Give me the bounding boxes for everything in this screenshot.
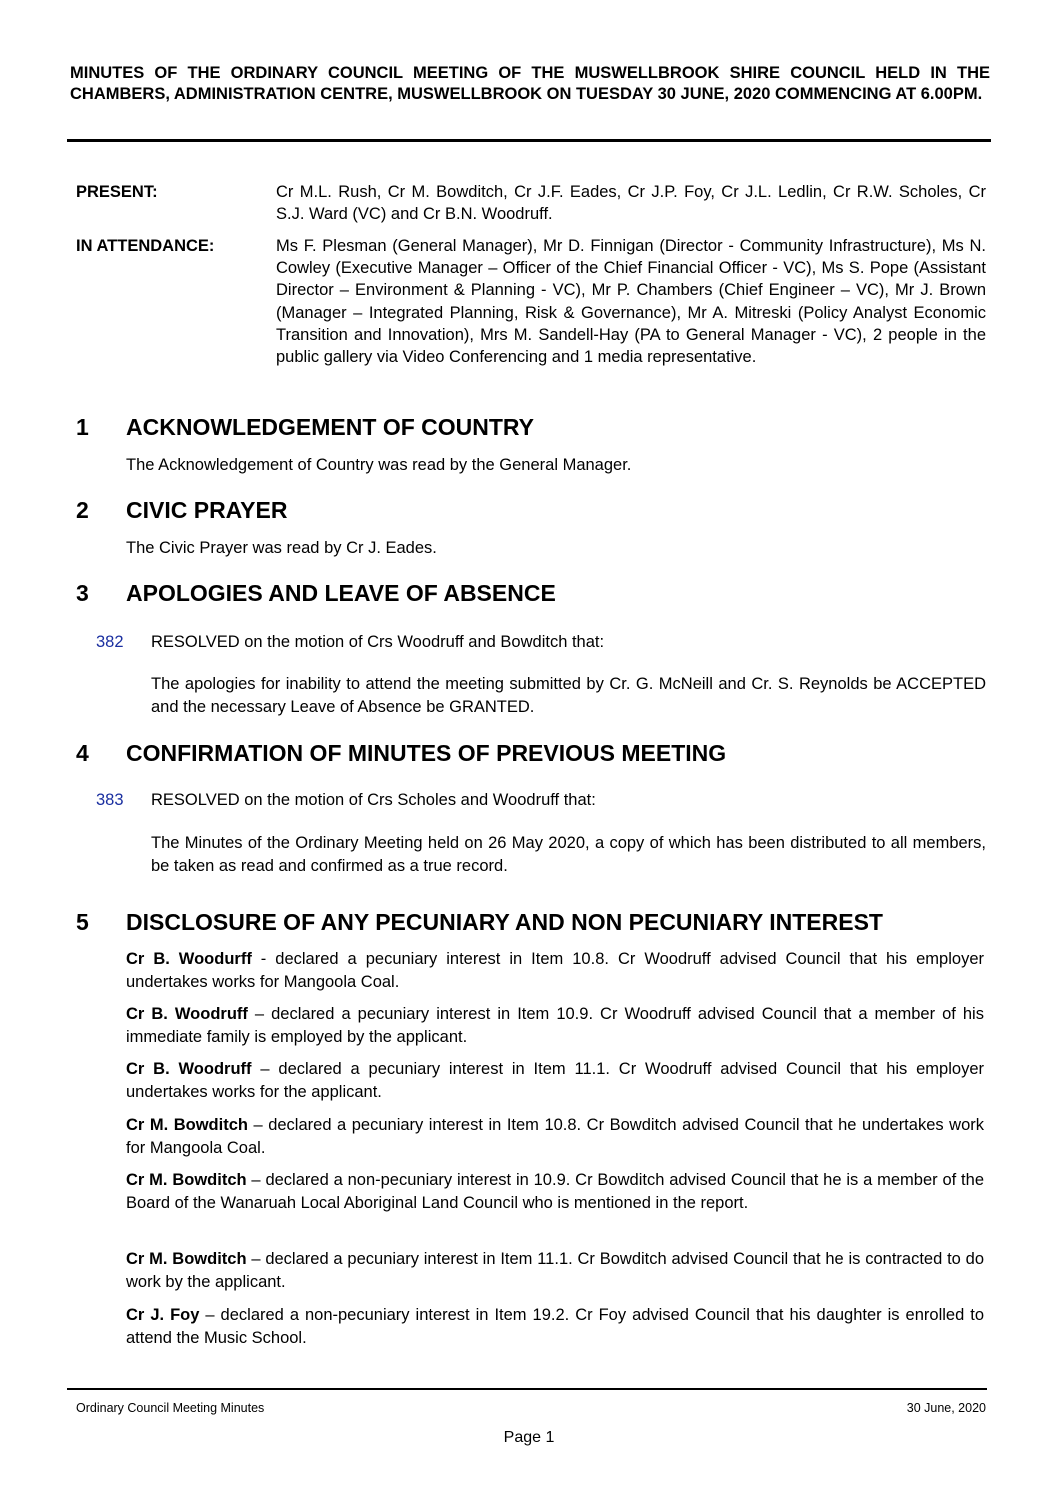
resolution-motion: RESOLVED on the motion of Crs Woodruff and Bowditch that: bbox=[151, 633, 605, 651]
disclosure-text: - declared a pecuniary interest in Item 10.8. Cr Woodruff advised Council that his employer undertakes works for Mangoola Coal. bbox=[126, 950, 984, 991]
section-number: 2 bbox=[76, 497, 89, 523]
section-number: 5 bbox=[76, 909, 89, 935]
disclosure-item bbox=[126, 1169, 984, 1214]
resolution-number: 382 bbox=[96, 633, 124, 651]
disclosure-item bbox=[126, 1058, 984, 1103]
present-label: PRESENT: bbox=[76, 183, 158, 201]
section-title: CIVIC PRAYER bbox=[126, 497, 288, 523]
disclosure-councillor: Cr B. Woodurff bbox=[126, 950, 252, 968]
in-attendance-text: Ms F. Plesman (General Manager), Mr D. Finnigan (Director - Community Infrastructure), Ms N. Cowley (Executive Manager – Officer of the Chief Financial Officer - VC), Ms S. Pope (Assistant Director – Environment & Planning - VC), Mr P. Chambers (Chief Engineer – VC), Mr J. Brown (Manager – Integrated Planning, Risk & Governance), Mr A. Mitreski (Policy Analyst Economic Transition and Innovation), Mrs M. Sandell-Hay (PA to General Manager - VC), 2 people in the public gallery via Video Conferencing and 1 media representative. bbox=[276, 237, 986, 367]
disclosure-text: – declared a non-pecuniary interest in Item 19.2. Cr Foy advised Council that his daughter is enrolled to attend the Music School. bbox=[126, 1306, 984, 1347]
resolution-motion: RESOLVED on the motion of Crs Scholes and Woodruff that: bbox=[151, 791, 596, 809]
disclosure-councillor: Cr M. Bowditch bbox=[126, 1171, 247, 1189]
resolution-body: The Minutes of the Ordinary Meeting held on 26 May 2020, a copy of which has been distributed to all members, be taken as read and confirmed as a true record. bbox=[151, 834, 986, 875]
disclosure-councillor: Cr B. Woodruff bbox=[126, 1060, 252, 1078]
disclosure-text: – declared a pecuniary interest in Item 10.9. Cr Woodruff advised Council that a member of his immediate family is employed by the applicant. bbox=[126, 1005, 984, 1046]
present-text: Cr M.L. Rush, Cr M. Bowditch, Cr J.F. Eades, Cr J.P. Foy, Cr J.L. Ledlin, Cr R.W. Scholes, Cr S.J. Ward (VC) and Cr B.N. Woodruff. bbox=[276, 183, 986, 224]
disclosure-item bbox=[126, 1304, 984, 1349]
disclosure-item bbox=[126, 948, 984, 993]
section-text: The Civic Prayer was read by Cr J. Eades. bbox=[126, 539, 437, 557]
document-title: MINUTES OF THE ORDINARY COUNCIL MEETING OF THE MUSWELLBROOK SHIRE COUNCIL HELD IN THE CHAMBERS, ADMINISTRATION CENTRE, MUSWELLBROOK ON TUESDAY 30 JUNE, 2020 COMMENCING AT 6.00PM. bbox=[70, 64, 990, 103]
disclosure-item bbox=[126, 1248, 984, 1293]
section-number: 3 bbox=[76, 580, 89, 606]
disclosure-text: – declared a pecuniary interest in Item 10.8. Cr Bowditch advised Council that he undertakes work for Mangoola Coal. bbox=[126, 1116, 984, 1157]
footer-document-name: Ordinary Council Meeting Minutes bbox=[76, 1401, 265, 1415]
in-attendance-label: IN ATTENDANCE: bbox=[76, 237, 215, 255]
disclosure-councillor: Cr M. Bowditch bbox=[126, 1116, 248, 1134]
section-title: DISCLOSURE OF ANY PECUNIARY AND NON PECUNIARY INTEREST bbox=[126, 909, 883, 935]
resolution-number: 383 bbox=[96, 791, 124, 809]
resolution-body: The apologies for inability to attend the meeting submitted by Cr. G. McNeill and Cr. S. Reynolds be ACCEPTED and the necessary Leave of Absence be GRANTED. bbox=[151, 675, 986, 716]
footer-date: 30 June, 2020 bbox=[906, 1401, 986, 1415]
section-title: ACKNOWLEDGEMENT OF COUNTRY bbox=[126, 414, 535, 440]
disclosure-item bbox=[126, 1114, 984, 1159]
page-number: Page 1 bbox=[503, 1429, 555, 1446]
disclosure-text: – declared a pecuniary interest in Item 11.1. Cr Woodruff advised Council that his employer undertakes works for the applicant. bbox=[126, 1060, 984, 1101]
disclosure-text: – declared a pecuniary interest in Item 11.1. Cr Bowditch advised Council that he is contracted to do work by the applicant. bbox=[126, 1250, 984, 1291]
disclosure-text: – declared a non-pecuniary interest in 10.9. Cr Bowditch advised Council that he is a member of the Board of the Wanaruah Local Aboriginal Land Council who is mentioned in the report. bbox=[126, 1171, 984, 1212]
disclosure-item bbox=[126, 1003, 984, 1048]
section-number: 4 bbox=[76, 740, 89, 766]
disclosure-councillor: Cr J. Foy bbox=[126, 1306, 200, 1324]
section-text: The Acknowledgement of Country was read by the General Manager. bbox=[126, 456, 632, 474]
title-divider bbox=[67, 139, 991, 142]
disclosure-councillor: Cr B. Woodruff bbox=[126, 1005, 248, 1023]
section-number: 1 bbox=[76, 414, 89, 440]
section-title: CONFIRMATION OF MINUTES OF PREVIOUS MEETING bbox=[126, 740, 727, 766]
footer-divider bbox=[67, 1388, 987, 1390]
section-title: APOLOGIES AND LEAVE OF ABSENCE bbox=[126, 580, 556, 606]
disclosure-councillor: Cr M. Bowditch bbox=[126, 1250, 247, 1268]
